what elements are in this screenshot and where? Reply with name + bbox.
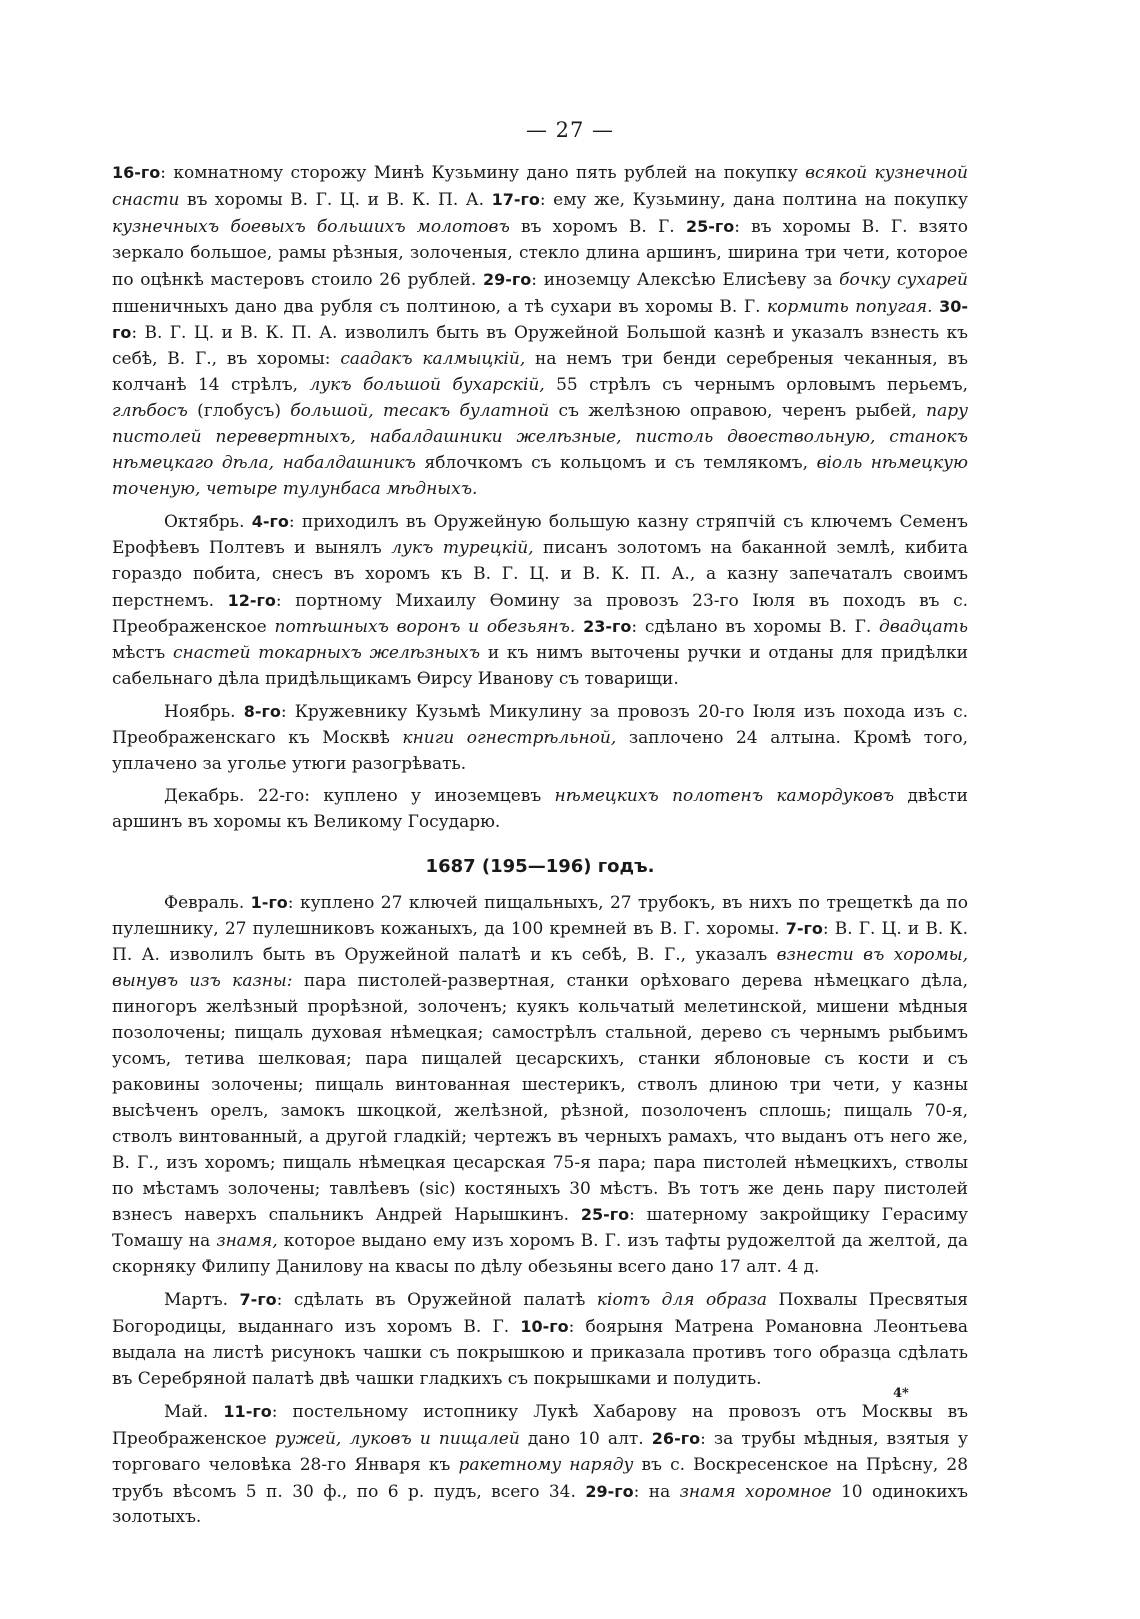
italic-phrase: віоль нѣмецкую точеную, четыре тулунбаса мѣдныхъ. [112,452,968,499]
italic-phrase: кузнечныхъ боевыхъ большихъ молотовъ [112,216,510,237]
signature-mark: 4* [893,1386,909,1401]
italic-phrase: всякой кузнечной снасти [112,163,968,210]
date-marker: 1-го [250,892,288,912]
italic-phrase: нѣмецкихъ полотенъ камордуковъ [554,785,895,806]
text-run: Февраль. [164,892,251,913]
text-run: : В. Г. Ц. и В. К. П. А. изволилъ быть въ Оружейной палатѣ и къ себѣ, В. Г., указалъ [112,919,968,966]
italic-phrase: ружей, луковъ и пищалей [274,1428,520,1449]
text-run: заплочено 24 алтына. Кромѣ того, уплачено за уголье утюги разогрѣвать. [112,728,968,774]
italic-phrase: снастей токарныхъ желѣзныхъ [173,643,481,664]
text-run: яблочкомъ съ кольцомъ и съ темлякомъ, [415,452,817,473]
text-run: на немъ три бенди серебреныя чеканныя, въ колчанѣ 14 стрѣлъ, [112,349,968,396]
italic-phrase: знамя хоромное [679,1481,832,1502]
italic-phrase: двадцать [879,617,968,638]
paragraph [112,1399,968,1532]
text-run: : въ хоромы В. Г. взято зеркало большое, рамы рѣзныя, золоченыя, стекло длина аршинъ, ширина три чети, которое по оцѣнкѣ мастеровъ стоило 26 рублей. [112,216,968,290]
date-marker: 11-го [223,1401,272,1421]
date-marker: 16-го [112,163,161,182]
text-run: въ хоромъ В. Г. [509,216,686,237]
text-run: : портному Михаилу Ѳомину за провозъ 23-го Іюля въ походъ въ с. Преображенское [112,590,969,638]
paragraph [112,1287,968,1393]
text-run: : боярыня Матрена Романовна Леонтьева выдала на листѣ рисунокъ чашки съ покрышкою и приказала противъ того образца сдѣлать въ Серебряной палатѣ двѣ чашки гладкихъ съ покрышками и полудить. [112,1317,969,1389]
text-run: Ноябрь. [164,702,244,723]
text-run: : Кружевнику Кузьмѣ Микулину за провозъ 20-го Іюля изъ похода изъ с. Преображенскаго къ Москвѣ [112,702,968,749]
text-run: 55 стрѣлъ съ чернымъ орловымъ перьемъ, [544,375,968,396]
text-run: : иноземцу Алексѣю Елисѣеву за [531,269,840,290]
italic-phrase: лукъ турецкій, [391,537,534,558]
italic-phrase: саадакъ калмыцкій, [340,349,526,370]
paragraphs-before-heading [112,160,968,836]
year-heading: 1687 (195—196) годъ. [425,855,655,877]
text-run: : постельному истопнику Лукѣ Хабарову на провозъ отъ Москвы въ Преображенское [112,1401,968,1449]
text-run: пшеничныхъ дано два рубля съ полтиною, а тѣ сухари въ хоромы В. Г. [112,296,768,317]
text-run: : ему же, Кузьмину, дана полтина на покупку [539,189,969,210]
text-run: : куплено 27 ключей пищальныхъ, 27 трубокъ, въ нихъ по трещеткѣ да по пулешнику, 27 пулешниковъ кожаныхъ, да 100 кремней въ В. Г. хоромы. [112,892,968,940]
text-run: (глобусъ) [187,401,291,422]
italic-phrase: лукъ большой бухарскій, [309,375,545,396]
text-run: въ хоромы В. Г. Ц. и В. К. П. А. [179,189,492,210]
text-run: Октябрь. [164,511,252,532]
italic-phrase: знамя, [216,1231,278,1252]
date-marker: 29-го [483,269,532,289]
paragraph [112,509,968,693]
date-marker: 26-го [651,1428,701,1448]
italic-phrase: бочку сухарей [839,269,968,290]
text-run: въ с. Воскресенское на Прѣсну, 28 трубъ вѣсомъ 5 п. 30 ф., по 6 р. пудъ, всего 34. [112,1454,969,1502]
text-run: : шатерному закройщику Герасиму Томашу на [112,1205,969,1252]
italic-phrase: пару пистолей перевертныхъ, набалдашники желѣзные, пистоль двоествольную, станокъ нѣмецкаго дѣла, набалдашникъ [112,401,968,473]
italic-phrase: большой, тесакъ булатной [290,401,550,422]
text-run: писанъ золотомъ на баканной землѣ, кибита гораздо побита, снесъ въ хоромъ къ В. Г. Ц. и В. К. П. А., а казну запечаталъ своимъ перстнемъ. [112,537,968,611]
text-run: двѣсти аршинъ въ хоромы къ Великому Государю. [112,785,968,832]
text-run: 10 одинокихъ золотыхъ. [112,1481,968,1528]
text-run: пара пистолей-развертная, станки орѣховаго дерева нѣмецкаго дѣла, пиногоръ желѣзный прорѣзной, золоченъ; куякъ кольчатый мелетинской, мишени мѣдныя позолочены; пищаль духовая нѣмецкая; самострѣлъ стальной, дерево съ чернымъ рыбьимъ усомъ, тетива шелковая; пара пищалей цесарскихъ, станки яблоновые съ кости и съ раковины золочены; пищаль винтованная шестерикъ, стволъ длиною три чети, у казны высѣченъ орелъ, замокъ шкоцкой, желѣзной, рѣзной, позолоченъ сплошь; пищаль 70-я, стволъ винтованный, а другой гладкій; чертежъ въ черныхъ рамахъ, что выданъ отъ него же, В. Г., изъ хоромъ; пищаль нѣмецкая цесарская 75-я пара; пара пистолей нѣмецкихъ, стволы по мѣстамъ золочены; тавлѣевъ (sic) костяныхъ 30 мѣстъ. Въ тотъ же день пару пистолей взнесъ наверхъ спальникъ Андрей Нарышкинъ. [112,971,968,1226]
date-marker: 8-го [243,702,281,722]
date-marker: 25-го [580,1205,630,1225]
date-marker: 12-го [227,590,276,610]
date-marker: 23-го [583,617,632,637]
text-run: Мартъ. [164,1290,240,1311]
text-run: дано 10 алт. [519,1428,652,1449]
text-run: которое выдано ему изъ хоромъ В. Г. изъ тафты рудожелтой да желтой, да скорняку Филипу Данилову на квасы по дѣлу обезьяны всего дано 17 алт. 4 д. [112,1231,968,1278]
paragraph [112,890,968,1282]
paragraph [112,699,968,778]
text-run: : приходилъ въ Оружейную большую казну стряпчій съ ключемъ Семенъ Ерофѣевъ Полтевъ и вынялъ [112,511,968,558]
date-marker: 17-го [491,189,540,209]
italic-phrase: кіотъ для образа [596,1290,768,1311]
text-run [575,617,583,637]
text-run: мѣстъ [112,643,174,664]
text-run: : за трубы мѣдныя, взятыя у торговаго человѣка 28-го Января къ [112,1428,968,1475]
text-run: съ желѣзною оправою, черенъ рыбей, [549,401,927,422]
date-marker: 4-го [251,511,289,531]
italic-phrase: взнести въ хоромы, вынувъ изъ казны: [112,945,968,992]
italic-phrase: книги огнестрѣльной, [402,728,617,749]
date-marker: 7-го [239,1290,277,1310]
paragraph [112,784,968,836]
body-text [112,160,968,1537]
date-marker: 7-го [785,919,823,939]
text-run: : сдѣлать въ Оружейной палатѣ [276,1290,597,1311]
page-number: — 27 — [525,118,615,142]
italic-phrase: ракетному наряду [458,1454,634,1475]
text-run: Похвалы Пресвятыя Богородицы, выданнаго изъ хоромъ В. Г. [112,1290,968,1338]
text-run: : В. Г. Ц. и В. К. П. А. изволилъ быть въ Оружейной Большой казнѣ и указалъ взнесть къ себѣ, В. Г., въ хоромы: [112,323,968,370]
date-marker: 30-го [112,296,969,343]
date-marker: 10-го [520,1317,569,1337]
text-run: : комнатному сторожу Минѣ Кузьмину дано пять рублей на покупку [160,163,806,183]
date-marker: 25-го [685,216,735,236]
italic-phrase: кормить попугая. [767,296,933,317]
text-run: Май. [164,1401,224,1422]
text-run: : на [633,1481,680,1502]
date-marker: 29-го [585,1481,634,1501]
italic-phrase: глѣбосъ [112,401,188,422]
paragraphs-after-heading [112,890,968,1532]
text-run: : сдѣлано въ хоромы В. Г. [631,617,880,638]
text-run: Декабрь. 22-го: куплено у иноземцевъ [164,785,555,806]
italic-phrase: потѣшныхъ воронъ и обезьянъ. [274,617,576,638]
paragraph [112,160,968,503]
text-run: и къ нимъ выточены ручки и отданы для придѣлки сабельнаго дѣла придѣльщикамъ Ѳирсу Иванову съ товарищи. [112,643,969,690]
